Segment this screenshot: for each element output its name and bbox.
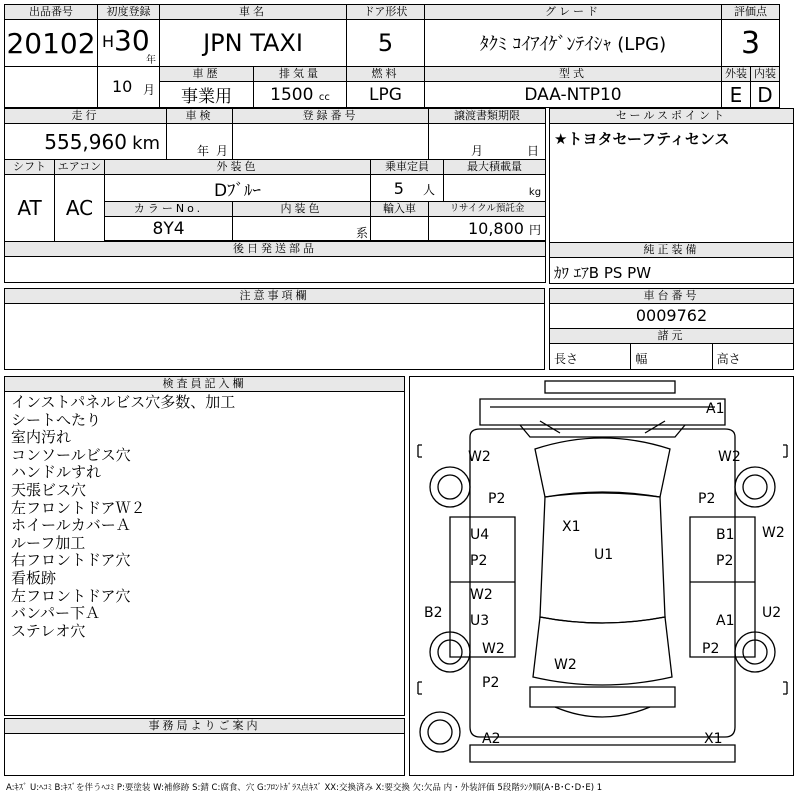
import-value (371, 217, 429, 241)
mileage-label: 走行 (5, 109, 167, 124)
inspection-cell (167, 124, 233, 160)
mark-rear-bumper-right: X1 (704, 731, 723, 747)
int-color-cell (233, 217, 371, 241)
ext-color-label: 外装色 (105, 160, 371, 175)
equipment-label: 純正装備 (550, 243, 793, 258)
notes-label: 注意事項欄 (5, 289, 544, 304)
capacity-label: 乗車定員 (371, 160, 444, 175)
equipment-text: ｶﾜ ｴｱB PS PW (554, 264, 652, 282)
mark-left-front-door-p: P2 (470, 553, 488, 569)
inspector-box (4, 376, 405, 716)
inspector-notes (5, 392, 404, 642)
mark-front-right-fender: P2 (698, 491, 716, 507)
legend: A:ｷｽﾞ U:ﾍｺﾐ B:ｷｽﾞを伴うﾍｺﾐ P:要塗装 W:補修跡 S:錆 C:腐食、穴 G:ﾌﾛﾝﾄｶﾞﾗｽ点ｷｽﾞ XX:交換済み X:要交換 欠:欠品 内・外装評価 5段階ﾗﾝｸ順(A･B･C･D･E) 1 (6, 783, 603, 793)
spare-wheel (420, 712, 460, 752)
history-label: 車歴 (160, 67, 254, 82)
model: DAA-NTP10 (425, 82, 722, 108)
sales-point-label: セールスポイント (550, 109, 793, 124)
capacity-cell (371, 175, 444, 202)
import-label: 輸入車 (371, 202, 429, 217)
first-reg-year: 30 (114, 24, 150, 57)
capacity: 5 (393, 178, 404, 198)
color-no: 8Y4 (105, 217, 233, 241)
transfer-month-unit: 月 (471, 144, 484, 158)
mark-rear-bumper-left: A2 (482, 731, 501, 747)
inspector-note-line: ステレオ穴 (11, 621, 86, 640)
recycle: 10,800 (467, 219, 524, 238)
mark-windshield: X1 (562, 519, 581, 535)
plate-label: 登録番号 (233, 109, 429, 124)
mark-right-rear-door-a: A1 (716, 613, 735, 629)
sales-point-text: ★トヨタセーフティセンス (554, 130, 730, 148)
damage-diagram (409, 376, 794, 776)
windshield-shape (535, 438, 670, 497)
mark-right-front-door-b: B1 (716, 527, 735, 543)
details-table (4, 108, 546, 283)
mark-rear-left-wheel: W2 (482, 641, 505, 657)
recycle-unit: 円 (529, 223, 542, 237)
sales-point-box (549, 108, 794, 256)
body-outline (470, 429, 735, 737)
mark-front-right-wheel: W2 (718, 449, 741, 465)
displacement-cell (254, 82, 347, 108)
max-load-unit: kg (528, 187, 542, 198)
mark-right-front-door-w: W2 (762, 525, 785, 541)
inspection-month-unit: 月 (216, 144, 229, 158)
era-letter: H (102, 32, 115, 51)
displacement-label: 排気量 (254, 67, 347, 82)
lot-blank (5, 67, 98, 108)
mark-front-left-fender: P2 (488, 491, 506, 507)
transfer-day-unit: 日 (527, 144, 540, 158)
max-load-label: 最大積載量 (444, 160, 546, 175)
inspector-note-line: バンパー下Ａ (11, 604, 100, 623)
first-reg-month: 10 (112, 77, 133, 96)
wheel-front-left-inner (438, 475, 462, 499)
chassis-number: 0009762 (550, 304, 793, 329)
int-color-label: 内装色 (233, 202, 371, 217)
inspector-note-line: 天張ビス穴 (11, 480, 87, 499)
trunk-shape (530, 687, 675, 707)
ac: AC (55, 175, 105, 242)
inspector-note-line: ホイールカバーＡ (11, 516, 131, 535)
mark-right-side-u: U2 (762, 605, 782, 621)
exterior-grade: E (722, 82, 751, 108)
capacity-unit: 人 (423, 182, 436, 197)
spare-wheel-inner (428, 720, 452, 744)
transfer-label: 譲渡書類期限 (429, 109, 546, 124)
fuel-label: 燃料 (347, 67, 425, 82)
rear-bumper-shape (470, 745, 735, 762)
history: 事業用 (160, 82, 254, 108)
mileage-unit: km (132, 132, 161, 154)
inspector-note-line: ハンドルすれ (11, 463, 102, 482)
mileage-cell (5, 124, 167, 160)
dims-row (550, 344, 793, 370)
length-label: 長さ (550, 344, 631, 370)
interior-grade: D (751, 82, 780, 108)
first-reg-label: 初度登録 (98, 5, 160, 20)
mark-rear-right-fender: P2 (702, 641, 720, 657)
hood-lines (490, 407, 715, 437)
office-label: 事務局よりご案内 (5, 719, 404, 734)
inspector-label: 検査員記入欄 (5, 377, 404, 392)
grille-lines (540, 421, 665, 433)
fuel: LPG (347, 82, 425, 108)
inspector-note-line: 右フロントドア穴 (11, 551, 131, 570)
mark-left-side-b: B2 (424, 605, 443, 621)
header-table (4, 4, 780, 108)
model-label: 型式 (425, 67, 722, 82)
grade-label: グレード (425, 5, 722, 20)
lot-no-label: 出品番号 (5, 5, 98, 20)
later-parts-value (5, 257, 546, 283)
recycle-label: リサイクル預託金 (429, 202, 546, 217)
dims-label: 諸元 (550, 329, 793, 344)
year-unit: 年 (146, 55, 156, 66)
shift-label: シフト (5, 160, 55, 175)
doors: 5 (347, 20, 425, 67)
ext-color: Dﾌﾞﾙｰ (105, 175, 371, 202)
width-label: 幅 (631, 344, 712, 370)
office-box (4, 718, 405, 776)
wheel-front-right-inner (743, 475, 767, 499)
plate-value (233, 124, 429, 160)
displacement: 1500 (270, 84, 314, 105)
interior-label: 内装 (751, 67, 780, 82)
score-label: 評価点 (722, 5, 780, 20)
rear-brackets (418, 682, 787, 694)
exterior-label: 外装 (722, 67, 751, 82)
displacement-unit: cc (318, 91, 330, 103)
inspector-note-line: 左フロントドア穴 (11, 586, 131, 605)
wheel-front-right (735, 467, 775, 507)
month-unit: 月 (142, 83, 155, 97)
lot-number: 20102 (5, 20, 98, 67)
hood-shape (480, 399, 725, 425)
inspector-note-line: 左フロントドアＷ２ (11, 498, 146, 517)
mileage: 555,960 (44, 129, 127, 154)
max-load-cell (444, 175, 546, 202)
mark-front-bumper-right: A1 (706, 401, 725, 417)
mark-rear-window: W2 (554, 657, 577, 673)
height-label: 高さ (716, 352, 741, 366)
first-reg-month-cell (98, 67, 160, 108)
mark-right-front-door-p: P2 (716, 553, 734, 569)
inspector-note-line: 室内汚れ (11, 428, 72, 447)
rear-curve (555, 707, 650, 717)
mark-left-rear-door-u: U3 (470, 613, 490, 629)
front-bumper-shape (545, 381, 675, 393)
inspector-note-line: コンソールビス穴 (11, 445, 131, 464)
inspector-note-line: インストパネルビス穴多数、加工 (11, 393, 236, 411)
score: 3 (722, 20, 780, 67)
mark-left-front-door-u: U4 (470, 527, 490, 543)
mark-front-left-wheel: W2 (468, 449, 491, 465)
inspection-year-unit: 年 (197, 144, 210, 158)
shift: AT (5, 175, 55, 242)
notes-box (4, 288, 545, 370)
first-reg-year-cell (98, 20, 160, 67)
car-name: JPN TAXI (160, 20, 347, 67)
ac-label: エアコン (55, 160, 105, 175)
inspector-note-line: ルーフ加工 (11, 533, 86, 552)
car-name-label: 車名 (160, 5, 347, 20)
inspector-note-line: 看板跡 (11, 568, 57, 587)
mark-rear-left-fender: P2 (482, 675, 500, 691)
equipment-box (549, 242, 794, 284)
doors-label: ドア形状 (347, 5, 425, 20)
wheel-front-left (430, 467, 470, 507)
rear-window-shape (533, 617, 672, 685)
mark-left-rear-door-w: W2 (470, 587, 493, 603)
inspection-label: 車検 (167, 109, 233, 124)
grade: ﾀｸﾐ ｺｲｱｲｹﾞﾝﾃｲｼｬ (LPG) (425, 20, 722, 67)
color-no-label: カラーNo. (105, 202, 233, 217)
int-color-unit: 系 (356, 226, 369, 240)
later-parts-label: 後日発送部品 (5, 242, 546, 257)
inspector-note-line: シートへたり (11, 410, 102, 429)
transfer-cell (429, 124, 546, 160)
recycle-cell (429, 217, 546, 241)
chassis-label: 車台番号 (550, 289, 793, 304)
car-diagram-svg (410, 377, 795, 777)
mark-roof: U1 (594, 547, 614, 563)
chassis-box (549, 288, 794, 370)
